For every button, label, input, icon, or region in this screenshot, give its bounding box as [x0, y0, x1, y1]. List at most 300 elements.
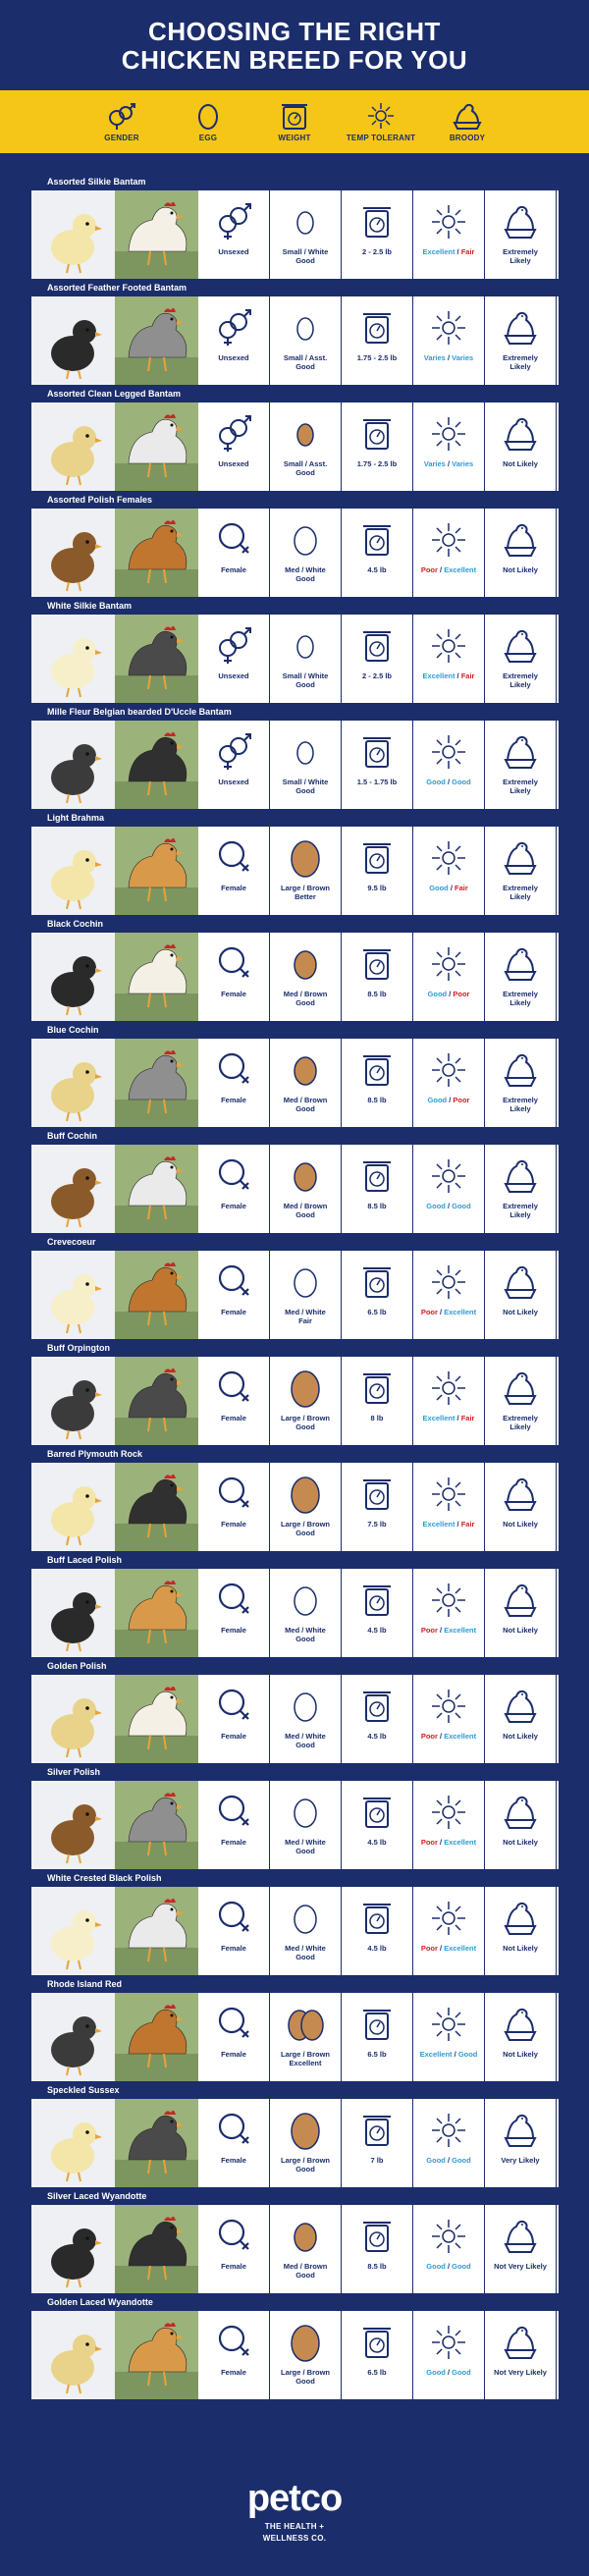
- breed-row: [30, 385, 559, 491]
- egg-label: Med / Brown Good: [283, 1202, 328, 1219]
- breed-name: Silver Laced Wyandotte: [30, 2187, 559, 2205]
- cold-tolerance: Good: [452, 2156, 471, 2165]
- breed-name: Assorted Clean Legged Bantam: [30, 385, 559, 402]
- broody-label: Extremely Likely: [503, 247, 538, 265]
- breed-photos: [31, 2099, 198, 2187]
- heat-tolerance: Good: [426, 1202, 446, 1210]
- weight-scale-icon: [357, 1367, 397, 1410]
- egg-cell: [270, 1357, 342, 1445]
- egg-cell: [270, 296, 342, 385]
- sun-snowflake-icon: [429, 1791, 468, 1834]
- egg-icon: [286, 306, 325, 349]
- adult-photo-frame: [115, 721, 198, 809]
- footer: [0, 2435, 589, 2576]
- gender-cell: [198, 1675, 270, 1763]
- chick-photo: [31, 1251, 115, 1339]
- chick-photo-frame: [31, 1145, 115, 1233]
- breed-photos: [31, 296, 198, 385]
- temp-label: Poor / Excellent: [420, 1838, 477, 1847]
- weight-label: 4.5 lb: [367, 565, 387, 574]
- weight-label: 1.75 - 2.5 lb: [356, 459, 398, 468]
- cold-tolerance: Fair: [460, 671, 475, 680]
- cold-tolerance: Excellent: [444, 565, 477, 574]
- adult-chicken-photo: [115, 2205, 198, 2293]
- broody-cell: [485, 1251, 557, 1339]
- page-title-line1: CHOOSING THE RIGHT: [148, 17, 441, 46]
- gender-cell: [198, 2099, 270, 2187]
- cold-tolerance: Poor: [453, 1096, 470, 1104]
- breed-name: Barred Plymouth Rock: [30, 1445, 559, 1463]
- breed-row: [30, 915, 559, 1021]
- sun-snowflake-icon: [429, 1261, 468, 1304]
- heat-tolerance: Excellent: [422, 1520, 455, 1529]
- weight-label: 8 lb: [370, 1414, 384, 1422]
- egg-cell: [270, 1993, 342, 2081]
- female-symbol-icon: [214, 518, 253, 562]
- cold-tolerance: Excellent: [444, 1308, 477, 1316]
- adult-chicken-photo: [115, 2311, 198, 2399]
- breed-details: [30, 1675, 559, 1763]
- adult-photo-frame: [115, 933, 198, 1021]
- hen-nest-icon: [501, 730, 540, 774]
- sun-snowflake-icon: [429, 2109, 468, 2152]
- temp-cell: [413, 1887, 485, 1975]
- temp-label: Good / Good: [426, 778, 471, 786]
- temp-label: Poor / Excellent: [420, 565, 477, 574]
- egg-cell: [270, 721, 342, 809]
- temp-cell: [413, 2099, 485, 2187]
- gender-label: Female: [221, 2156, 246, 2165]
- egg-cell: [270, 402, 342, 491]
- broody-label: Not Likely: [503, 1308, 538, 1316]
- temp-cell: [413, 1251, 485, 1339]
- weight-cell: [342, 1675, 413, 1763]
- adult-chicken-photo: [115, 721, 198, 809]
- adult-chicken-photo: [115, 933, 198, 1021]
- tagline-line1: THE HEALTH +: [264, 2522, 325, 2531]
- adult-photo-frame: [115, 1463, 198, 1551]
- page-title-line2: CHICKEN BREED FOR YOU: [121, 45, 468, 75]
- female-symbol-icon: [214, 836, 253, 880]
- broody-cell: [485, 933, 557, 1021]
- breed-photos: [31, 1569, 198, 1657]
- gender-cell: [198, 1251, 270, 1339]
- unsexed-symbol-icon: [214, 200, 253, 243]
- egg-label: Small / White Good: [282, 247, 329, 265]
- weight-label: 7 lb: [370, 2156, 384, 2165]
- broody-label: Extremely Likely: [503, 990, 538, 1007]
- cold-tolerance: Fair: [460, 247, 475, 256]
- heat-tolerance: Good: [426, 778, 446, 786]
- cold-tolerance: Excellent: [444, 1838, 477, 1847]
- female-symbol-icon: [214, 1685, 253, 1728]
- gender-label: Unsexed: [218, 778, 249, 786]
- breed-row: [30, 1445, 559, 1551]
- egg-cell: [270, 190, 342, 279]
- heat-tolerance: Good: [426, 2368, 446, 2377]
- temp-label: Good / Poor: [427, 990, 470, 998]
- breed-row: [30, 2187, 559, 2293]
- gender-label: Female: [221, 1308, 246, 1316]
- hen-nest-icon: [501, 1048, 540, 1092]
- chick-photo-frame: [31, 1039, 115, 1127]
- weight-label: 1.5 - 1.75 lb: [356, 778, 398, 786]
- chick-photo-frame: [31, 190, 115, 279]
- gender-label: Female: [221, 990, 246, 998]
- adult-photo-frame: [115, 1675, 198, 1763]
- chick-photo: [31, 1569, 115, 1657]
- weight-label: 6.5 lb: [367, 2050, 387, 2059]
- egg-cell: [270, 615, 342, 703]
- broody-label: Not Likely: [503, 2050, 538, 2059]
- breed-details: [30, 2205, 559, 2293]
- hen-nest-icon: [501, 2003, 540, 2046]
- breed-photos: [31, 1993, 198, 2081]
- chick-photo: [31, 1887, 115, 1975]
- weight-label: 8.5 lb: [367, 2262, 387, 2271]
- weight-cell: [342, 1251, 413, 1339]
- hen-nest-icon: [501, 1261, 540, 1304]
- weight-scale-icon: [357, 518, 397, 562]
- egg-label: Med / Brown Good: [283, 2262, 328, 2280]
- female-symbol-icon: [214, 1154, 253, 1198]
- chick-photo: [31, 721, 115, 809]
- egg-icon: [286, 518, 325, 562]
- adult-photo-frame: [115, 190, 198, 279]
- broody-cell: [485, 1993, 557, 2081]
- breed-photos: [31, 1145, 198, 1233]
- temp-label: Poor / Excellent: [420, 1308, 477, 1316]
- breed-details: [30, 1357, 559, 1445]
- breed-photos: [31, 1039, 198, 1127]
- breed-photos: [31, 827, 198, 915]
- temp-label: Good / Fair: [429, 884, 468, 892]
- heat-tolerance: Good: [427, 990, 448, 998]
- chick-photo: [31, 615, 115, 703]
- chick-photo-frame: [31, 827, 115, 915]
- breed-row: [30, 1233, 559, 1339]
- sun-snowflake-icon: [429, 1367, 468, 1410]
- legend-item-egg: [165, 90, 251, 153]
- hen-nest-icon: [501, 942, 540, 986]
- broody-cell: [485, 190, 557, 279]
- gender-label: Female: [221, 2368, 246, 2377]
- adult-chicken-photo: [115, 1781, 198, 1869]
- weight-scale-icon: [357, 2321, 397, 2364]
- breed-name: White Silkie Bantam: [30, 597, 559, 615]
- temp-label: Poor / Excellent: [420, 1626, 477, 1635]
- chick-photo-frame: [31, 402, 115, 491]
- temp-label: Excellent / Fair: [422, 1414, 475, 1422]
- hen-nest-icon: [501, 200, 540, 243]
- breed-photos: [31, 721, 198, 809]
- chick-photo: [31, 1039, 115, 1127]
- weight-scale-icon: [357, 1579, 397, 1622]
- weight-scale-icon: [357, 624, 397, 668]
- gender-cell: [198, 1887, 270, 1975]
- weight-scale-icon: [357, 1048, 397, 1092]
- breed-details: [30, 827, 559, 915]
- egg-cell: [270, 1039, 342, 1127]
- egg-icon: [286, 1791, 325, 1834]
- broody-label: Extremely Likely: [503, 1414, 538, 1431]
- temp-cell: [413, 402, 485, 491]
- hen-nest-icon: [501, 1579, 540, 1622]
- chick-photo-frame: [31, 1993, 115, 2081]
- temp-label: Varies / Varies: [423, 459, 474, 468]
- breed-details: [30, 1039, 559, 1127]
- weight-scale-icon: [357, 412, 397, 456]
- broody-label: Not Likely: [503, 565, 538, 574]
- sun-snowflake-icon: [364, 101, 398, 131]
- breed-details: [30, 2311, 559, 2399]
- temp-cell: [413, 1569, 485, 1657]
- egg-label: Med / White Good: [285, 1944, 326, 1961]
- weight-scale-icon: [357, 1897, 397, 1940]
- adult-photo-frame: [115, 1251, 198, 1339]
- hen-nest-icon: [501, 412, 540, 456]
- breed-name: Assorted Feather Footed Bantam: [30, 279, 559, 296]
- cold-tolerance: Excellent: [444, 1944, 477, 1953]
- unsexed-symbol-icon: [214, 306, 253, 349]
- weight-cell: [342, 1357, 413, 1445]
- breed-details: [30, 190, 559, 279]
- temp-label: Poor / Excellent: [420, 1944, 477, 1953]
- weight-cell: [342, 1145, 413, 1233]
- egg-cell: [270, 1887, 342, 1975]
- sun-snowflake-icon: [429, 836, 468, 880]
- egg-cell: [270, 1781, 342, 1869]
- cold-tolerance: Good: [452, 2368, 471, 2377]
- gender-cell: [198, 402, 270, 491]
- gender-cell: [198, 296, 270, 385]
- legend-label-egg: EGG: [198, 134, 218, 142]
- temp-cell: [413, 2311, 485, 2399]
- gender-cell: [198, 1569, 270, 1657]
- weight-scale-icon: [357, 1154, 397, 1198]
- temp-cell: [413, 509, 485, 597]
- broody-cell: [485, 827, 557, 915]
- weight-scale-icon: [357, 306, 397, 349]
- egg-cell: [270, 1463, 342, 1551]
- chick-photo: [31, 190, 115, 279]
- legend-bar: [0, 90, 589, 153]
- egg-icon: [286, 2215, 325, 2258]
- gender-label: Female: [221, 1520, 246, 1529]
- adult-chicken-photo: [115, 1463, 198, 1551]
- breed-row: [30, 1127, 559, 1233]
- breed-photos: [31, 2205, 198, 2293]
- weight-scale-icon: [357, 200, 397, 243]
- broody-label: Extremely Likely: [503, 1202, 538, 1219]
- adult-chicken-photo: [115, 190, 198, 279]
- egg-icon: [286, 624, 325, 668]
- breed-name: Assorted Silkie Bantam: [30, 173, 559, 190]
- chick-photo-frame: [31, 1675, 115, 1763]
- hen-nest-icon: [501, 1473, 540, 1516]
- female-symbol-icon: [214, 1791, 253, 1834]
- adult-photo-frame: [115, 1145, 198, 1233]
- adult-chicken-photo: [115, 1569, 198, 1657]
- egg-label: Small / Asst. Good: [283, 353, 328, 371]
- breed-row: [30, 809, 559, 915]
- temp-label: Good / Good: [426, 2368, 471, 2377]
- egg-label: Large / Brown Good: [280, 1414, 330, 1431]
- female-symbol-icon: [214, 1367, 253, 1410]
- heat-tolerance: Good: [429, 884, 449, 892]
- hen-nest-icon: [451, 101, 484, 131]
- broody-label: Not Likely: [503, 1520, 538, 1529]
- hen-nest-icon: [501, 306, 540, 349]
- adult-photo-frame: [115, 1569, 198, 1657]
- cold-tolerance: Fair: [460, 1520, 475, 1529]
- breed-details: [30, 721, 559, 809]
- breed-details: [30, 2099, 559, 2187]
- weight-label: 7.5 lb: [367, 1520, 387, 1529]
- chick-photo: [31, 2205, 115, 2293]
- gender-cell: [198, 1781, 270, 1869]
- legend-item-weight: [251, 90, 338, 153]
- broody-label: Not Very Likely: [494, 2368, 547, 2377]
- breed-photos: [31, 1887, 198, 1975]
- adult-chicken-photo: [115, 1675, 198, 1763]
- weight-scale-icon: [357, 1261, 397, 1304]
- broody-label: Not Likely: [503, 1626, 538, 1635]
- chick-photo-frame: [31, 933, 115, 1021]
- breed-name: Assorted Polish Females: [30, 491, 559, 509]
- weight-label: 2 - 2.5 lb: [361, 671, 392, 680]
- gender-cell: [198, 933, 270, 1021]
- gender-label: Unsexed: [218, 671, 249, 680]
- breed-details: [30, 1781, 559, 1869]
- temp-label: Good / Poor: [427, 1096, 470, 1104]
- breed-name: Golden Laced Wyandotte: [30, 2293, 559, 2311]
- egg-label: Small / Asst. Good: [283, 459, 328, 477]
- egg-label: Large / Brown Good: [280, 2368, 330, 2386]
- breed-photos: [31, 402, 198, 491]
- adult-photo-frame: [115, 1357, 198, 1445]
- tagline-line2: WELLNESS CO.: [262, 2534, 327, 2543]
- sun-snowflake-icon: [429, 942, 468, 986]
- chick-photo-frame: [31, 509, 115, 597]
- egg-icon: [286, 2321, 325, 2364]
- egg-label: Med / White Good: [285, 1838, 326, 1855]
- legend-label-weight: WEIGHT: [278, 134, 311, 142]
- egg-cell: [270, 1251, 342, 1339]
- chick-photo-frame: [31, 1887, 115, 1975]
- broody-label: Not Likely: [503, 459, 538, 468]
- female-symbol-icon: [214, 1579, 253, 1622]
- female-symbol-icon: [214, 1897, 253, 1940]
- breed-row: [30, 2293, 559, 2399]
- adult-photo-frame: [115, 402, 198, 491]
- female-symbol-icon: [214, 942, 253, 986]
- sun-snowflake-icon: [429, 2215, 468, 2258]
- sun-snowflake-icon: [429, 1473, 468, 1516]
- weight-cell: [342, 721, 413, 809]
- adult-photo-frame: [115, 1887, 198, 1975]
- heat-tolerance: Varies: [423, 353, 446, 362]
- gender-label: Unsexed: [218, 353, 249, 362]
- adult-photo-frame: [115, 509, 198, 597]
- egg-label: Small / White Good: [282, 778, 329, 795]
- weight-label: 2 - 2.5 lb: [361, 247, 392, 256]
- breed-photos: [31, 1357, 198, 1445]
- legend-item-gender: [79, 90, 165, 153]
- broody-label: Extremely Likely: [503, 353, 538, 371]
- egg-icon: [286, 1685, 325, 1728]
- adult-chicken-photo: [115, 509, 198, 597]
- adult-photo-frame: [115, 1993, 198, 2081]
- breed-details: [30, 296, 559, 385]
- egg-label: Med / Brown Good: [283, 990, 328, 1007]
- adult-photo-frame: [115, 827, 198, 915]
- chick-photo-frame: [31, 2099, 115, 2187]
- breed-details: [30, 1569, 559, 1657]
- gender-cell: [198, 1357, 270, 1445]
- heat-tolerance: Poor: [420, 1944, 438, 1953]
- gender-cell: [198, 1463, 270, 1551]
- female-symbol-icon: [214, 2109, 253, 2152]
- breed-details: [30, 615, 559, 703]
- chick-photo-frame: [31, 1463, 115, 1551]
- breed-row: [30, 1657, 559, 1763]
- header: [0, 0, 589, 90]
- adult-photo-frame: [115, 296, 198, 385]
- temp-cell: [413, 827, 485, 915]
- heat-tolerance: Varies: [423, 459, 446, 468]
- unsexed-symbol-icon: [214, 412, 253, 456]
- sun-snowflake-icon: [429, 730, 468, 774]
- temp-cell: [413, 933, 485, 1021]
- adult-photo-frame: [115, 1039, 198, 1127]
- weight-label: 8.5 lb: [367, 1096, 387, 1104]
- temp-cell: [413, 2205, 485, 2293]
- weight-label: 4.5 lb: [367, 1838, 387, 1847]
- egg-icon: [286, 1261, 325, 1304]
- adult-chicken-photo: [115, 1251, 198, 1339]
- hen-nest-icon: [501, 1791, 540, 1834]
- gender-label: Female: [221, 1414, 246, 1422]
- gender-label: Unsexed: [218, 459, 249, 468]
- gender-label: Female: [221, 1944, 246, 1953]
- egg-label: Large / Brown Good: [280, 1520, 330, 1537]
- cold-tolerance: Varies: [452, 353, 474, 362]
- weight-cell: [342, 509, 413, 597]
- temp-cell: [413, 190, 485, 279]
- temp-cell: [413, 1781, 485, 1869]
- egg-label: Med / Brown Good: [283, 1096, 328, 1113]
- petco-logo[interactable]: petco: [246, 2478, 343, 2519]
- egg-cell: [270, 933, 342, 1021]
- weight-cell: [342, 1569, 413, 1657]
- broody-cell: [485, 1887, 557, 1975]
- broody-cell: [485, 1357, 557, 1445]
- egg-icon: [191, 101, 225, 131]
- temp-cell: [413, 1357, 485, 1445]
- egg-label: Large / Brown Good: [280, 2156, 330, 2174]
- heat-tolerance: Good: [427, 1096, 448, 1104]
- female-symbol-icon: [214, 2321, 253, 2364]
- female-symbol-icon: [214, 1473, 253, 1516]
- heat-tolerance: Excellent: [422, 671, 455, 680]
- broody-cell: [485, 1145, 557, 1233]
- chick-photo-frame: [31, 296, 115, 385]
- breed-details: [30, 1993, 559, 2081]
- hen-nest-icon: [501, 1154, 540, 1198]
- broody-label: Extremely Likely: [503, 778, 538, 795]
- adult-chicken-photo: [115, 615, 198, 703]
